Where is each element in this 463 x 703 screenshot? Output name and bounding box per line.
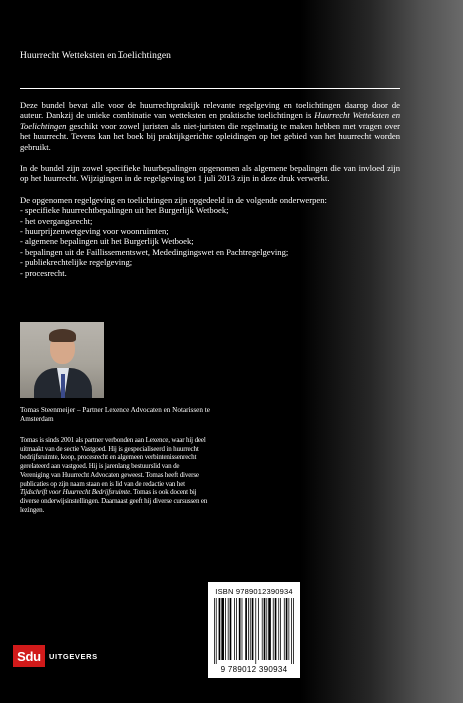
publisher-wordmark: UITGEVERS [49, 651, 98, 661]
amendments-paragraph: In de bundel zijn zowel specifieke huurbepalingen opgenomen als algemene bepalingen die van invloed zijn op het huurrecht. Wijzigingen in de regelgeving tot 1 juli 2013 zijn in deze druk verwerkt. [20, 163, 400, 184]
barcode-bar [291, 598, 292, 664]
list-item: - publiekrechtelijke regelgeving; [20, 257, 400, 267]
list-item: - huurprijzenwetgeving voor woonruimten; [20, 226, 400, 236]
subjects-list [20, 205, 400, 278]
barcode-bar [239, 598, 241, 660]
barcode-bar [264, 598, 266, 660]
barcode-bar [221, 598, 224, 660]
barcode-bar [258, 598, 259, 660]
isbn-barcode [208, 582, 300, 678]
barcode-bar [284, 598, 285, 660]
author-caption: Tomas Steenmeijer – Partner Lexence Advocaten en Notarissen te Amsterdam [20, 406, 210, 424]
barcode-bar [236, 598, 237, 660]
barcode-bar [248, 598, 249, 660]
barcode-bar [219, 598, 221, 660]
barcode-bar [250, 598, 251, 660]
ean-digits: 9 789012 390934 [220, 665, 288, 674]
list-item: - algemene bepalingen uit het Burgerlijk Wetboek; [20, 236, 400, 246]
barcode-bar [252, 598, 254, 660]
list-item: - het overgangsrecht; [20, 216, 400, 226]
isbn-label: ISBN 9789012390934 [215, 587, 293, 596]
barcode-bar [255, 598, 256, 664]
barcode-bar [225, 598, 226, 660]
barcode-bar [266, 598, 267, 660]
barcode-bar [262, 598, 263, 660]
barcode-bar [286, 598, 288, 660]
author-bio [20, 436, 210, 514]
author-photo [20, 322, 104, 398]
subjects-intro: De opgenomen regelgeving en toelichtingen zijn opgedeeld in de volgende onderwerpen: [20, 194, 327, 205]
barcode-bar [293, 598, 294, 664]
blurb [20, 100, 400, 278]
intro-book-title: Huurrecht Wetteksten en Toelichtingen [20, 110, 400, 131]
publisher-logo [13, 645, 98, 667]
header-divider [20, 88, 400, 89]
header-title [20, 51, 171, 61]
barcode-bar [214, 598, 215, 664]
author-bio-text-1: Tomas is sinds 2001 als partner verbonden aan Lexence, waar hij deel uitmaakt van de sectie Vastgoed. Hij is gespecialiseerd in huurrecht bedrijfsruimte, koop, procesrecht en algemeen verbintenissenrecht gerelateerd aan vastgoed. Hij is jarenlang bestuurslid van de Vereniging van Huurrecht Advocaten geweest. Tomas heeft diverse publicaties op zijn naam staan en is lid van de redactie van het [20, 436, 206, 488]
barcode-bar [280, 598, 281, 660]
sdu-logo-icon: Sdu [13, 645, 45, 667]
intro-text-2: geschikt voor zowel juristen als niet-juristen die regelmatig te maken hebben met vragen over het huurrecht. Tevens kan het boek bij praktijkgerichte opleidingen op het gebied van het huurrecht worden gebruikt. [20, 120, 400, 152]
barcode-bar [288, 598, 289, 660]
barcode-bar [228, 598, 229, 660]
barcode-bar [230, 598, 232, 660]
intro-paragraph [20, 100, 400, 152]
list-item: - specifieke huurrechtbepalingen uit het Burgerlijk Wetboek; [20, 205, 400, 215]
list-item: - bepalingen uit de Faillissementswet, Mededingingswet en Pachtregelgeving; [20, 247, 400, 257]
barcode-bars [214, 598, 294, 664]
barcode-bar [242, 598, 243, 660]
intro-text-1: Deze bundel bevat alle voor de huurrechtpraktijk relevante regelgeving en toelichtingen daarop door de auteur. Dankzij de unieke combinatie van wetteksten en praktische toelichtingen is [20, 100, 400, 121]
author-bio-text-2: . Tomas is ook docent bij diverse onderwijsinstellingen. Daarnaast geeft hij diverse cursussen en lezingen. [20, 488, 208, 514]
header-title-part2: oelichtingen [122, 51, 171, 61]
barcode-bar [275, 598, 277, 660]
barcode-bar [273, 598, 274, 660]
list-item: - procesrecht. [20, 268, 400, 278]
barcode-bar [245, 598, 247, 660]
header-title-part1: Huurrecht Wetteksten en [20, 51, 117, 61]
author-bio-journal: Tijdschrift voor Huurrecht Bedrijfsruimte [20, 488, 131, 497]
barcode-bar [216, 598, 217, 664]
barcode-bar [234, 598, 235, 660]
text-cursor-icon: Ꮖ [117, 51, 124, 61]
barcode-bar [268, 598, 271, 660]
barcode-bar [278, 598, 279, 660]
